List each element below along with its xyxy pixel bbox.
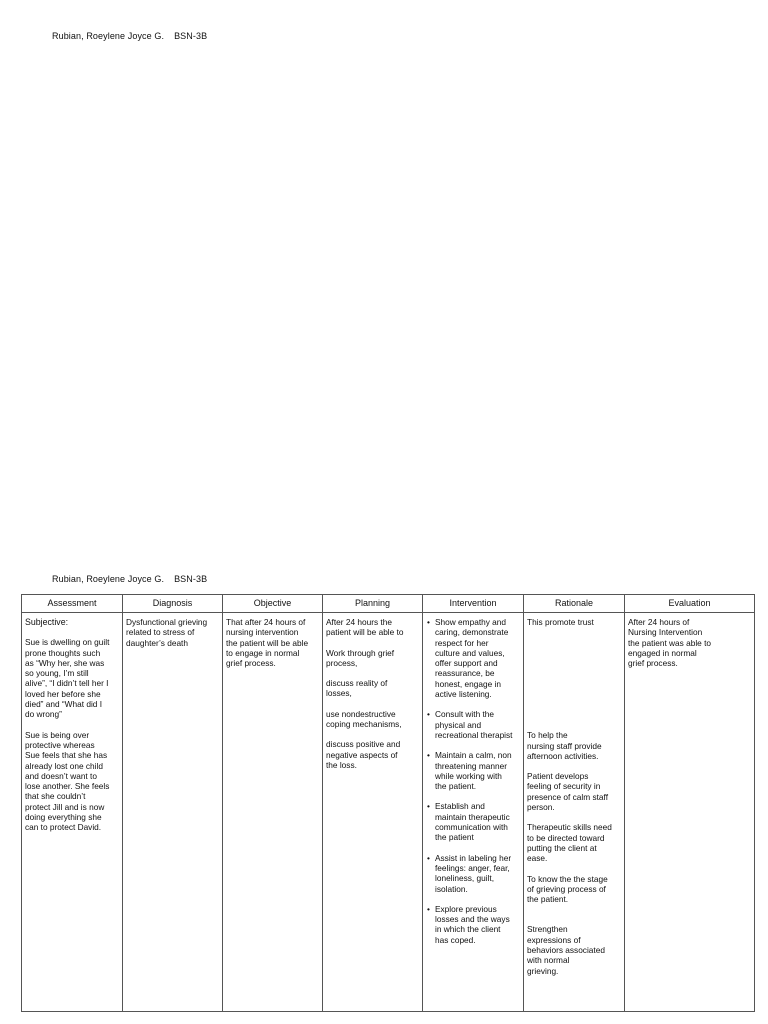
column-header-diagnosis: Diagnosis (123, 595, 223, 613)
column-header-evaluation: Evaluation (625, 595, 755, 613)
evaluation-text: After 24 hours of Nursing Intervention the patient was able to engaged in normal grief process. (628, 617, 712, 669)
page-header-bottom (52, 574, 207, 584)
evaluation-cell (625, 613, 755, 1012)
student-section: BSN-3B (174, 31, 208, 41)
assessment-cell (22, 613, 123, 1012)
planning-cell (323, 613, 423, 1012)
planning-item: discuss positive and negative aspects of the loss. (326, 739, 401, 770)
assessment-subjective-label: Subjective: (25, 617, 69, 627)
planning-item: After 24 hours the patient will be able to (326, 617, 404, 638)
rationale-item: This promote trust (527, 617, 594, 627)
bullet-icon: • (427, 903, 430, 914)
objective-cell (223, 613, 323, 1012)
table-row (22, 613, 755, 1012)
column-header-planning: Planning (323, 595, 423, 613)
rationale-item: Strengthen expressions of behaviors associated with normal grieving. (527, 924, 605, 976)
objective-text: That after 24 hours of nursing intervention the patient will be able to engage in normal grief process. (226, 617, 309, 669)
column-header-rationale: Rationale (524, 595, 625, 613)
bullet-icon: • (427, 617, 430, 627)
intervention-item: • Establish and maintain therapeutic communication with the patient (427, 801, 510, 843)
intervention-item: • Show empathy and caring, demonstrate respect for her culture and values, offer support and reassurance, be honest, engage in active listening. (427, 617, 509, 700)
intervention-item: • Maintain a calm, non threatening manner while working with the patient. (427, 750, 512, 792)
page-header-top (52, 31, 207, 41)
planning-item: Work through grief process, (326, 647, 395, 668)
intervention-list (426, 617, 520, 945)
bullet-icon: • (427, 709, 430, 720)
student-name: Rubian, Roeylene Joyce G. (52, 31, 165, 41)
rationale-item: To help the nursing staff provide afternoon activities. (527, 730, 602, 761)
nursing-care-plan-table (21, 594, 755, 1012)
column-header-assessment: Assessment (22, 595, 123, 613)
rationale-item: Therapeutic skills need to be directed toward putting the client at ease. (527, 822, 612, 864)
rationale-cell (524, 613, 625, 1012)
column-header-intervention: Intervention (423, 595, 524, 613)
rationale-item: Patient develops feeling of security in presence of calm staff person. (527, 771, 609, 813)
assessment-paragraph: Sue is dwelling on guilt prone thoughts such as “Why her, she was so young, I’m still alive”, “I didn’t tell her I loved her before she died” and “What did I do wrong” (25, 637, 110, 720)
bullet-icon: • (427, 852, 430, 863)
bullet-icon: • (427, 801, 430, 812)
intervention-cell (423, 613, 524, 1012)
diagnosis-text: Dysfunctional grieving related to stress of daughter’s death (126, 617, 208, 648)
planning-item: use nondestructive coping mechanisms, (326, 708, 402, 730)
diagnosis-cell (123, 613, 223, 1012)
student-section: BSN-3B (174, 574, 208, 584)
intervention-item: • Explore previous losses and the ways in which the client has coped. (427, 903, 510, 945)
assessment-paragraph: Sue is being over protective whereas Sue feels that she has already lost one child and doesn’t want to lose another. She feels that she couldn’t protect Jill and is now doing everything she can to protect David. (25, 729, 110, 833)
rationale-item: To know the the stage of grieving process of the patient. (527, 873, 608, 905)
table-header-row (22, 595, 755, 613)
planning-item: discuss reality of losses, (326, 678, 388, 699)
intervention-item: • Assist in labeling her feelings: anger, fear, loneliness, guilt, isolation. (427, 852, 512, 894)
student-name: Rubian, Roeylene Joyce G. (52, 574, 165, 584)
bullet-icon: • (427, 750, 430, 761)
intervention-item: • Consult with the physical and recreational therapist (427, 709, 513, 740)
column-header-objective: Objective (223, 595, 323, 613)
